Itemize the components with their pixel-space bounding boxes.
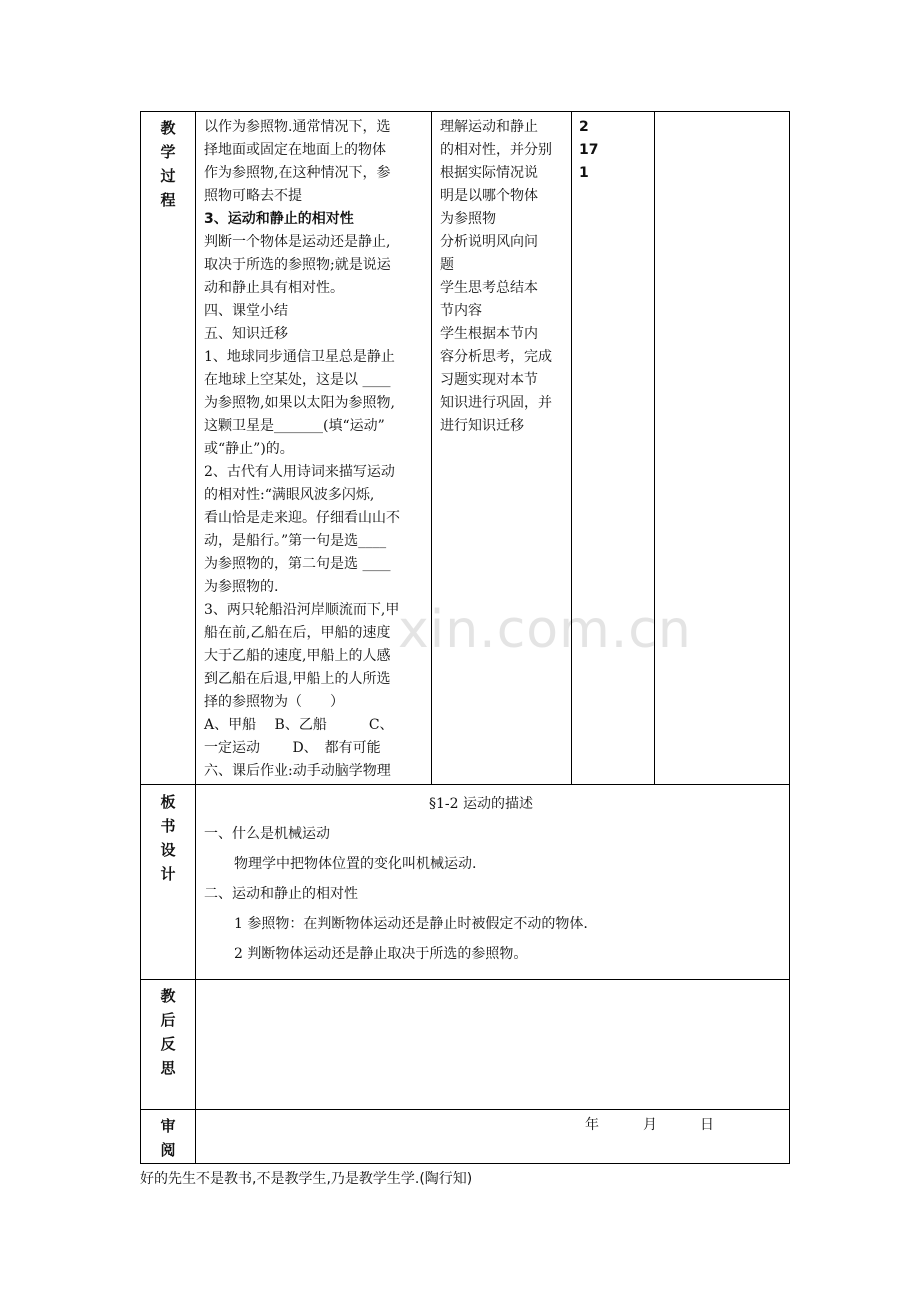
activity-line: 进行知识迁移	[440, 418, 524, 434]
review-year: 年	[585, 1117, 599, 1133]
label-char: 阅	[160, 1141, 176, 1159]
activity-line: 分析说明风向问	[440, 234, 538, 250]
review-day: 日	[700, 1117, 714, 1133]
content-line: A、甲船 B、乙船 C、	[204, 717, 394, 733]
content-line: 或“静止”)的。	[204, 441, 294, 457]
time-line: 17	[579, 142, 599, 158]
board-heading-2: 二、运动和静止的相对性	[204, 886, 358, 902]
activity-line: 理解运动和静止	[440, 119, 538, 135]
col-divider	[654, 112, 655, 784]
content-line: 3、两只轮船沿河岸顺流而下,甲	[204, 602, 400, 618]
label-teaching-process	[141, 116, 195, 212]
footer-quote: 好的先生不是教书,不是教学生,乃是教学生学.(陶行知)	[140, 1171, 473, 1187]
content-line: 到乙船在后退,甲船上的人所选	[204, 671, 391, 687]
content-line: 照物可略去不提	[204, 188, 302, 204]
content-line: 的相对性:“满眼风波多闪烁,	[204, 487, 375, 503]
activity-line: 学生思考总结本	[440, 280, 538, 296]
content-line: 六、课后作业:动手动脑学物理	[204, 763, 391, 779]
label-char: 板	[160, 793, 176, 811]
activity-line: 根据实际情况说	[440, 165, 538, 181]
label-char: 思	[160, 1059, 176, 1077]
label-char: 后	[160, 1011, 176, 1029]
content-line: 动，是船行。”第一句是选____	[204, 533, 387, 549]
col-divider	[571, 112, 572, 784]
teaching-content	[204, 116, 400, 783]
lesson-plan-table	[140, 111, 790, 1164]
content-line: 看山恰是走来迎。仔细看山山不	[204, 510, 400, 526]
row-divider	[141, 784, 789, 785]
content-line: 一定运动 D、 都有可能	[204, 740, 381, 756]
content-heading: 3、运动和静止的相对性	[204, 211, 354, 227]
watermark: xin.com.cn	[398, 600, 692, 660]
content-line: 在地球上空某处，这是以 ____	[204, 372, 391, 388]
time-line: 2	[579, 119, 589, 135]
label-char: 设	[160, 841, 176, 859]
time-line: 1	[579, 165, 589, 181]
label-char: 教	[160, 987, 176, 1005]
activity-line: 节内容	[440, 303, 482, 319]
content-line: 五、知识迁移	[204, 326, 288, 342]
content-line: 取决于所选的参照物;就是说运	[204, 257, 391, 273]
content-line: 这颗卫星是_______(填“运动”	[204, 418, 385, 434]
label-char: 过	[160, 167, 176, 185]
activity-line: 的相对性，并分别	[440, 142, 552, 158]
content-line: 作为参照物,在这种情况下，参	[204, 165, 391, 181]
row-divider	[141, 1109, 789, 1110]
label-char: 审	[160, 1117, 176, 1135]
label-char: 反	[160, 1035, 176, 1053]
label-reflection	[141, 984, 195, 1080]
label-char: 教	[160, 119, 176, 137]
board-title: §1-2 运动的描述	[429, 796, 533, 812]
activity-line: 容分析思考，完成	[440, 349, 552, 365]
board-para-2: 1 参照物：在判断物体运动还是静止时被假定不动的物体.	[234, 916, 588, 932]
content-line: 判断一个物体是运动还是静止,	[204, 234, 391, 250]
content-line: 以作为参照物.通常情况下，选	[204, 119, 391, 135]
content-line: 1、地球同步通信卫星总是静止	[204, 349, 395, 365]
col-divider	[195, 112, 196, 1164]
label-char: 书	[160, 817, 176, 835]
time-allocation	[579, 116, 598, 185]
activity-line: 明是以哪个物体	[440, 188, 538, 204]
content-line: 大于乙船的速度,甲船上的人感	[204, 648, 391, 664]
content-line: 择的参照物为（ ）	[204, 694, 344, 710]
content-line: 船在前,乙船在后，甲船的速度	[204, 625, 391, 641]
col-divider	[431, 112, 432, 784]
board-para-3: 2 判断物体运动还是静止取决于所选的参照物。	[234, 946, 528, 962]
label-review	[141, 1114, 195, 1162]
content-line: 2、古代有人用诗词来描写运动	[204, 464, 395, 480]
review-month: 月	[643, 1117, 657, 1133]
activity-line: 知识进行巩固，并	[440, 395, 552, 411]
content-line: 择地面或固定在地面上的物体	[204, 142, 386, 158]
content-line: 为参照物,如果以太阳为参照物,	[204, 395, 395, 411]
label-board-design	[141, 790, 195, 886]
content-line: 动和静止具有相对性。	[204, 280, 344, 296]
content-line: 为参照物的，第二句是选 ____	[204, 556, 391, 572]
activity-line: 题	[440, 257, 454, 273]
student-activity	[440, 116, 552, 438]
row-divider	[141, 979, 789, 980]
activity-line: 为参照物	[440, 211, 496, 227]
activity-line: 学生根据本节内	[440, 326, 538, 342]
label-char: 计	[160, 865, 176, 883]
board-heading-1: 一、什么是机械运动	[204, 826, 330, 842]
content-line: 四、课堂小结	[204, 303, 288, 319]
board-para-1: 物理学中把物体位置的变化叫机械运动.	[234, 856, 477, 872]
label-char: 学	[160, 143, 176, 161]
content-line: 为参照物的.	[204, 579, 279, 595]
label-char: 程	[160, 191, 176, 209]
activity-line: 习题实现对本节	[440, 372, 538, 388]
